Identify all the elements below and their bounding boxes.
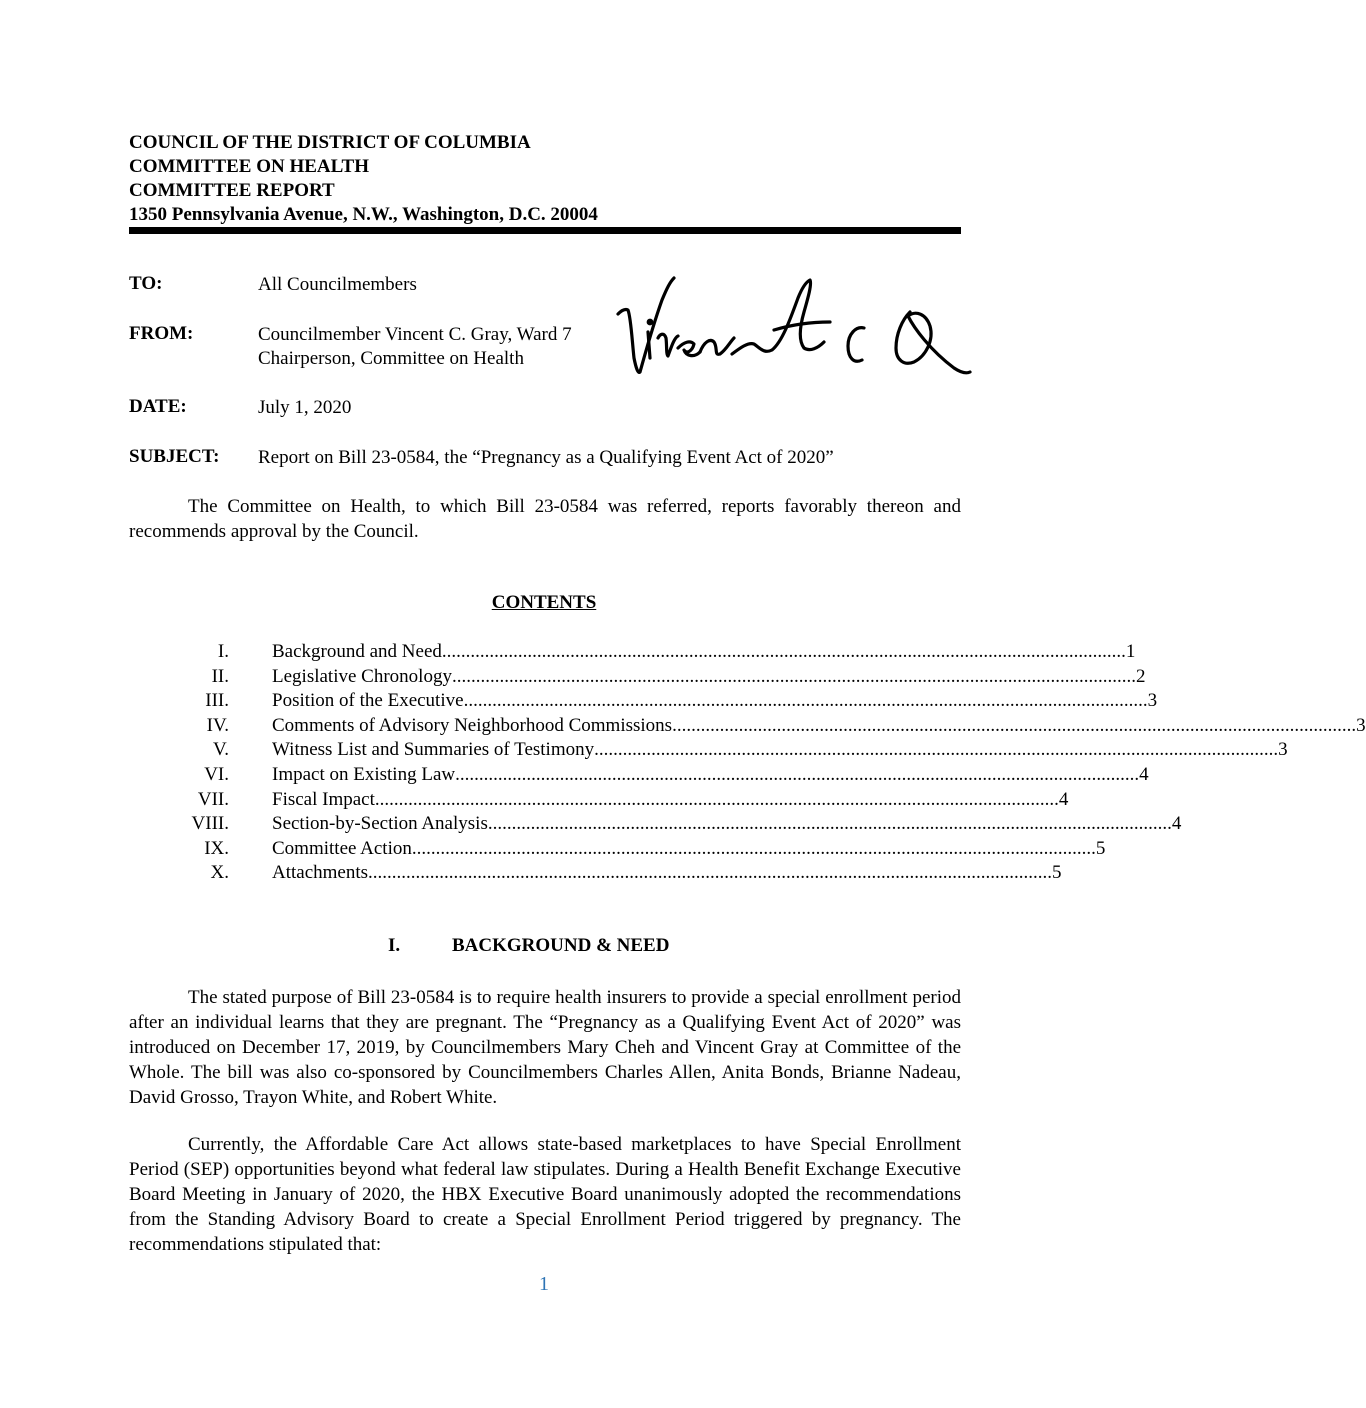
background-text-1: The stated purpose of Bill 23-0584 is to require health insurers to provide a special enrollment period after an individual learns that they are pregnant. The “Pregnancy as a Qualifying Event Act of 2020” was introduced on December 17, 2019, by Councilmembers Mary Cheh and Vincent Gray at Committee of the Whole. The bill was also co-sponsored by Councilmembers Charles Allen, Anita Bonds, Brianne Nadeau, David Grosso, Trayon White, and Robert White. (129, 987, 961, 1108)
toc-leader: ................................................................................................................................................ (451, 665, 1136, 687)
toc-title: Attachments (272, 862, 369, 884)
subject-value: Report on Bill 23-0584, the “Pregnancy as a Qualifying Event Act of 2020” (258, 447, 834, 468)
toc-leader: ................................................................................................................................................ (594, 739, 1279, 761)
header-rule (129, 227, 961, 234)
toc-number: VIII. (191, 813, 229, 835)
toc-title: Fiscal Impact (272, 788, 375, 810)
date-value: July 1, 2020 (258, 397, 352, 418)
signature-icon (614, 268, 974, 400)
toc-page: 3 (1278, 739, 1288, 761)
from-line1: Councilmember Vincent C. Gray, Ward 7 (258, 324, 572, 345)
toc-number: II. (211, 665, 229, 687)
toc-number: V. (212, 739, 229, 761)
toc-title: Legislative Chronology (272, 665, 452, 687)
background-text-2: Currently, the Affordable Care Act allows state-based marketplaces to have Special Enrollment Period (SEP) opportunities beyond what federal law stipulates. During a Health Benefit Exchange Executive Board Meeting in January of 2020, the HBX Executive Board unanimously adopted the recommendations from the Standing Advisory Board to create a Special Enrollment Period triggered by pregnancy. The recommendations stipulated that: (129, 1134, 961, 1255)
toc-number: I. (217, 641, 229, 662)
intro-paragraph (129, 494, 961, 544)
from-line2: Chairperson, Committee on Health (258, 348, 524, 369)
toc-row[interactable] (186, 788, 1069, 813)
toc-page: 3 (1147, 690, 1158, 712)
header-committee: COMMITTEE ON HEALTH (129, 156, 370, 177)
toc-leader: ................................................................................................................................................ (672, 714, 1357, 736)
toc-row[interactable] (186, 861, 1062, 886)
toc-page: 1 (1125, 641, 1136, 662)
toc-page: 4 (1171, 813, 1182, 835)
toc-number: VII. (197, 788, 229, 810)
toc-page: 4 (1139, 763, 1149, 785)
subject-label: SUBJECT: (129, 446, 220, 467)
toc-title: Background and Need (272, 641, 442, 662)
toc-leader: ................................................................................................................................................ (441, 641, 1126, 662)
toc-page: 5 (1095, 837, 1106, 859)
toc-title: Position of the Executive (272, 690, 464, 712)
toc-row[interactable] (186, 689, 1158, 714)
toc-leader: ................................................................................................................................................ (463, 690, 1148, 712)
date-label: DATE: (129, 396, 187, 417)
from-label: FROM: (129, 323, 194, 344)
toc-row[interactable] (186, 837, 1106, 862)
toc-row[interactable] (186, 665, 1146, 690)
toc-row[interactable] (186, 738, 1288, 763)
toc-title: Comments of Advisory Neighborhood Commissions (272, 714, 673, 736)
toc-title: Witness List and Summaries of Testimony (272, 739, 595, 761)
toc-number: III. (205, 690, 229, 712)
toc-title: Section-by-Section Analysis (272, 813, 488, 835)
toc-row[interactable] (186, 812, 1182, 837)
header-report: COMMITTEE REPORT (129, 180, 335, 201)
to-value: All Councilmembers (258, 274, 417, 295)
intro-text: The Committee on Health, to which Bill 23-0584 was referred, reports favorably thereon and recommends approval by the Council. (129, 496, 961, 542)
toc-leader: ................................................................................................................................................ (411, 837, 1096, 859)
background-paragraph-2 (129, 1132, 961, 1257)
toc-number: VI. (204, 763, 229, 785)
toc-leader: ................................................................................................................................................ (487, 813, 1172, 835)
toc-leader: ................................................................................................................................................ (374, 788, 1059, 810)
toc-number: X. (210, 862, 229, 884)
to-label: TO: (129, 273, 163, 294)
toc-page: 3 (1356, 714, 1366, 736)
section-title: BACKGROUND & NEED (452, 935, 670, 956)
toc-number: IX. (204, 837, 229, 859)
table-of-contents (186, 640, 1366, 886)
header-address: 1350 Pennsylvania Avenue, N.W., Washington, D.C. 20004 (129, 204, 598, 225)
toc-row[interactable] (186, 763, 1149, 788)
toc-leader: ................................................................................................................................................ (368, 862, 1053, 884)
section-number: I. (388, 935, 401, 956)
header-council: COUNCIL OF THE DISTRICT OF COLUMBIA (129, 132, 531, 153)
contents-title: CONTENTS (491, 592, 597, 613)
toc-title: Impact on Existing Law (272, 763, 456, 785)
background-paragraph-1 (129, 985, 961, 1110)
toc-page: 4 (1058, 788, 1069, 810)
toc-title: Committee Action (272, 837, 412, 859)
toc-row[interactable] (186, 714, 1366, 739)
page-number: 1 (539, 1273, 549, 1295)
toc-leader: ................................................................................................................................................ (455, 763, 1140, 785)
toc-row[interactable] (186, 640, 1136, 665)
toc-page: 5 (1052, 862, 1062, 884)
toc-number: IV. (206, 714, 229, 736)
toc-page: 2 (1135, 665, 1146, 687)
